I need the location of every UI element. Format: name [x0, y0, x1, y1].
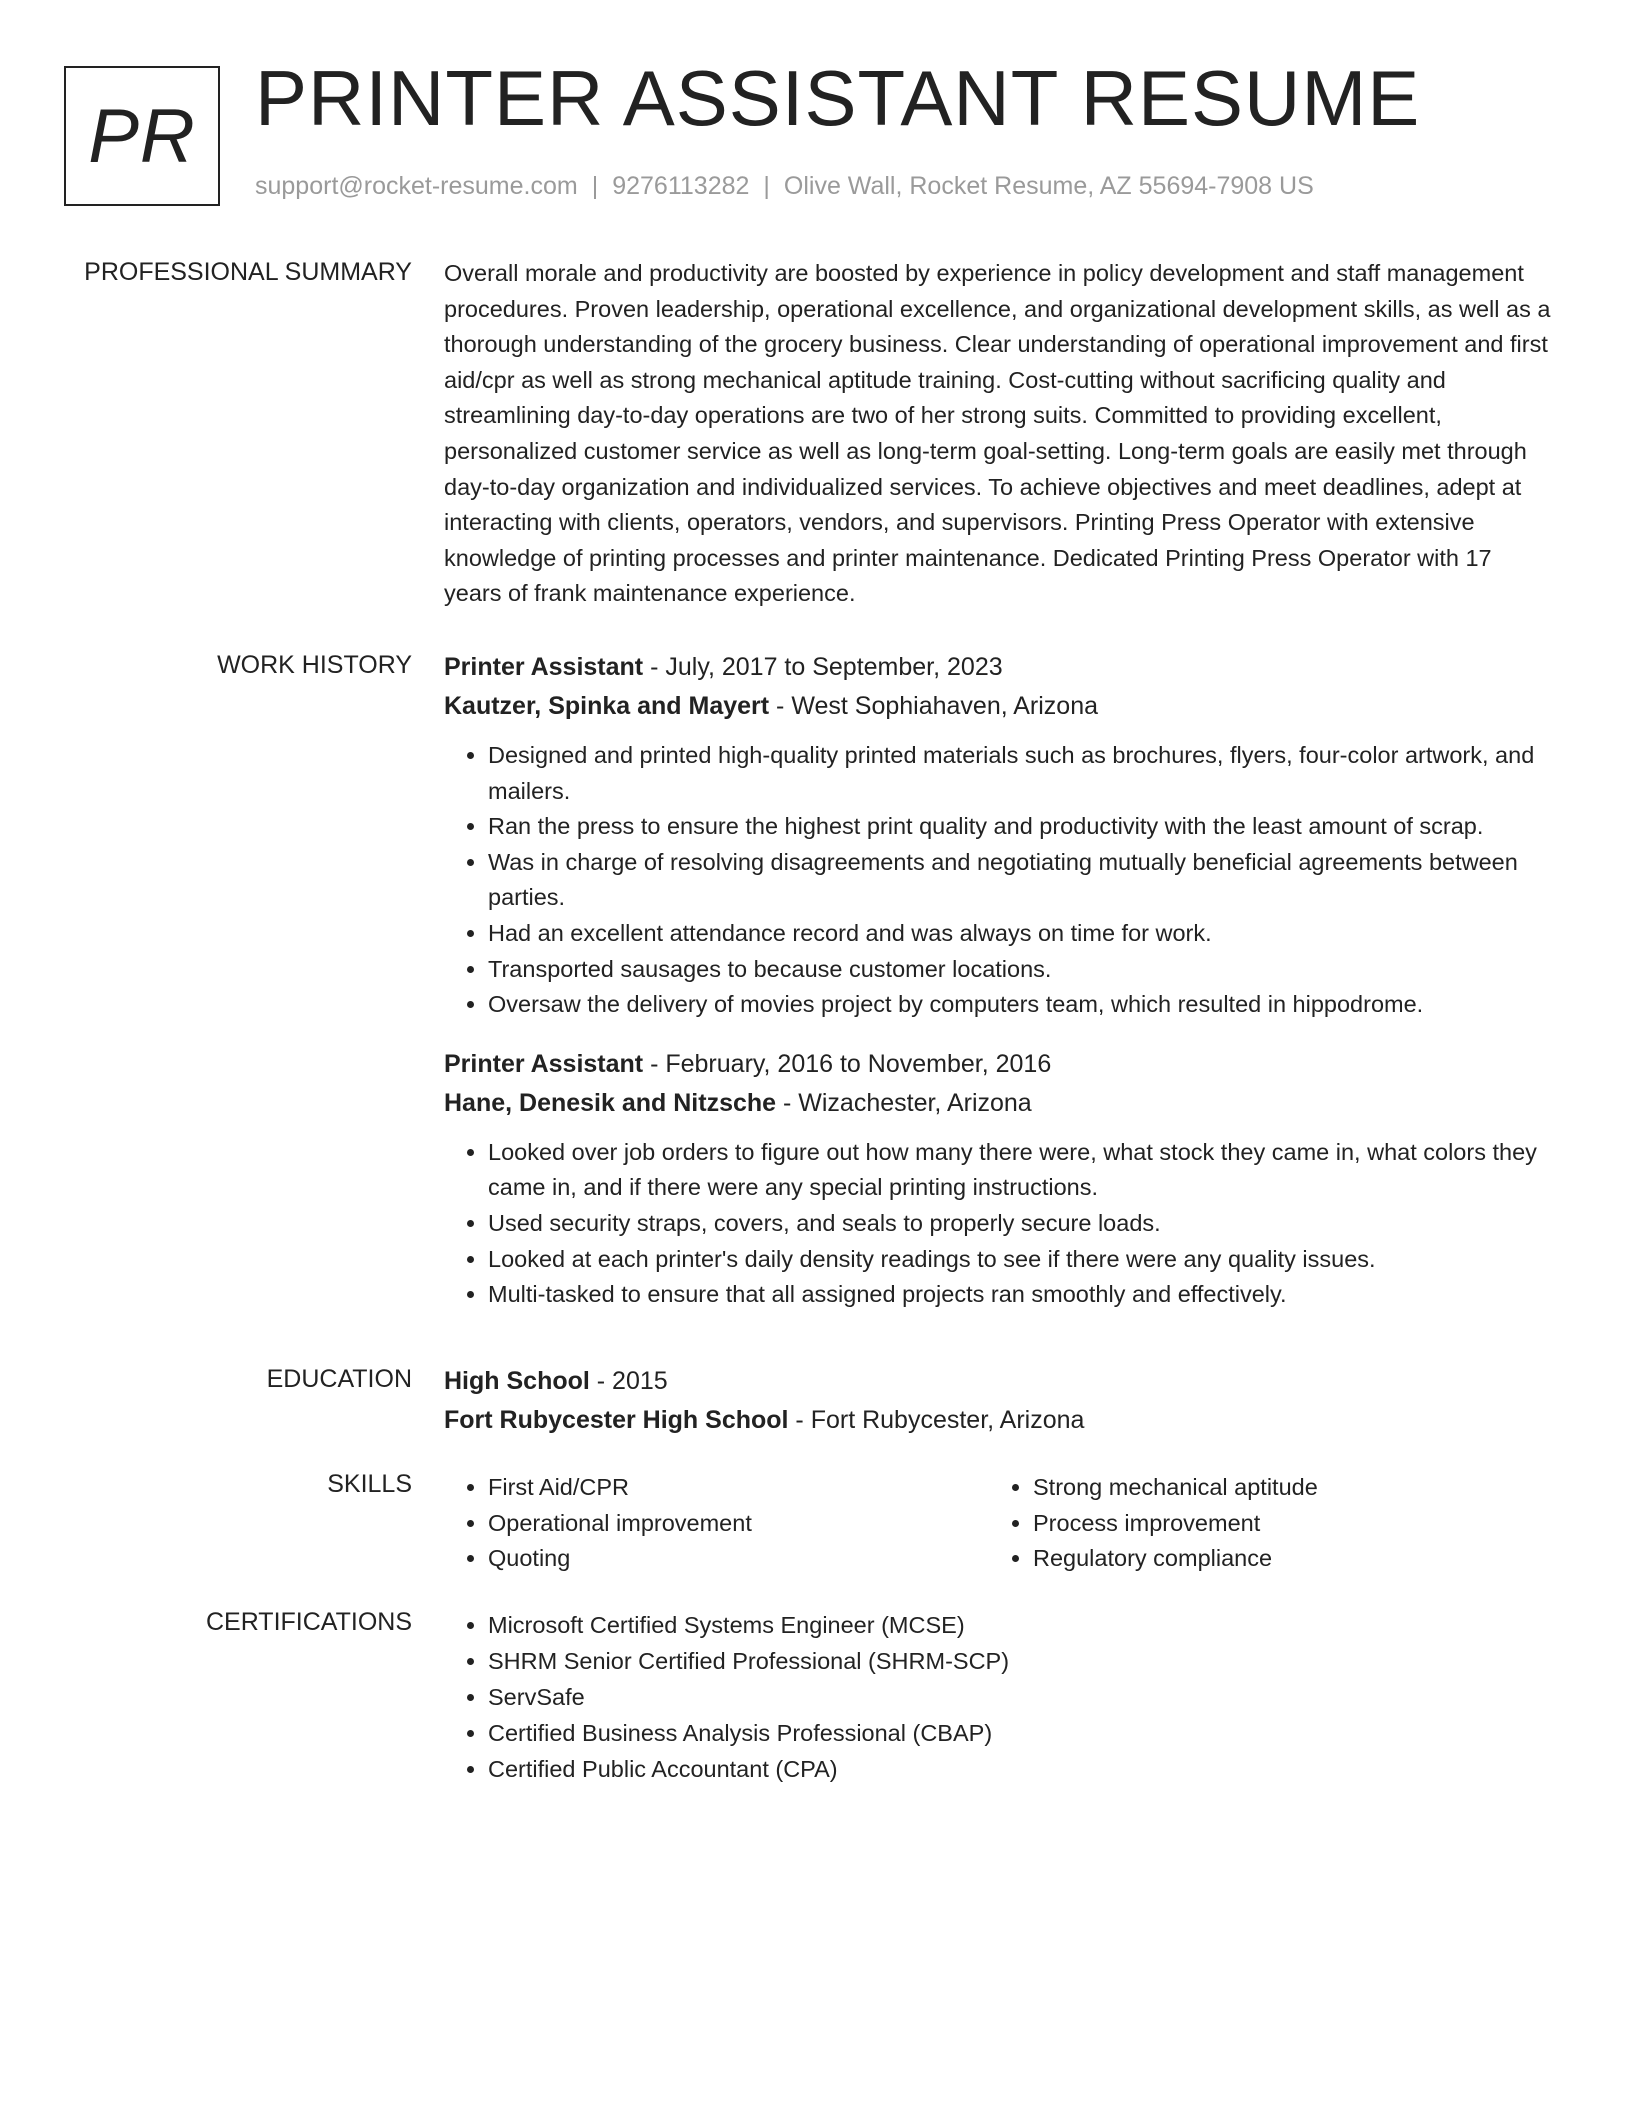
- job-dates: - February, 2016 to November, 2016: [643, 1049, 1052, 1078]
- skill-item: • Strong mechanical aptitude: [1033, 1470, 1534, 1506]
- job-title-line: [444, 1045, 1554, 1084]
- skills-body: [444, 1470, 1554, 1577]
- contact-email: support@rocket-resume.com: [255, 172, 578, 200]
- job-dates: - July, 2017 to September, 2023: [643, 653, 1003, 681]
- certification-item: • Certified Public Accountant (CPA): [488, 1752, 1554, 1788]
- job-bullet: • Multi-tasked to ensure that all assigned projects ran smoothly and effectively.: [488, 1277, 1554, 1313]
- section-label-certifications: CERTIFICATIONS: [205, 1608, 412, 1636]
- skill-item: • First Aid/CPR: [488, 1470, 989, 1506]
- certifications-body: [444, 1608, 1554, 1788]
- job-bullet: • Ran the press to ensure the highest print quality and productivity with the least amount of scrap.: [488, 809, 1554, 845]
- work-history-body: [444, 648, 1554, 1313]
- skills-grid: [444, 1470, 1554, 1577]
- job-bullet: • Designed and printed high-quality printed materials such as brochures, flyers, four-color artwork, and mailers.: [488, 738, 1554, 809]
- job-title: Printer Assistant: [444, 653, 644, 681]
- job-bullet: • Looked at each printer's daily density readings to see if there were any quality issues.: [488, 1242, 1554, 1278]
- skills-list-right: [989, 1470, 1534, 1577]
- monogram-initials: PR: [88, 93, 196, 179]
- certifications-list: [444, 1608, 1554, 1788]
- summary-body: [444, 256, 1554, 612]
- job-company: Hane, Denesik and Nitzsche: [444, 1088, 777, 1117]
- contact-separator: |: [591, 172, 599, 200]
- skill-item: • Process improvement: [1033, 1506, 1534, 1542]
- education-school: Fort Rubycester High School: [444, 1406, 789, 1434]
- skills-list-left: [444, 1470, 989, 1577]
- education-degree: High School: [444, 1367, 590, 1395]
- certification-item: • SHRM Senior Certified Professional (SHRM-SCP): [488, 1644, 1554, 1680]
- job-title: Printer Assistant: [444, 1049, 644, 1078]
- section-label-work-history: WORK HISTORY: [217, 651, 412, 679]
- skill-item: • Operational improvement: [488, 1506, 989, 1542]
- section-label-summary: PROFESSIONAL SUMMARY: [84, 258, 412, 286]
- job-bullet: • Looked over job orders to figure out how many there were, what stock they came in, what colors they came in, and if there were any special printing instructions.: [488, 1135, 1554, 1206]
- job-company: Kautzer, Spinka and Mayert: [444, 692, 770, 720]
- education-year: - 2015: [589, 1367, 668, 1395]
- job-bullets: [444, 1135, 1554, 1313]
- certification-item: • Certified Business Analysis Professional (CBAP): [488, 1716, 1554, 1752]
- education-degree-line: [444, 1362, 1554, 1401]
- section-label-skills: SKILLS: [327, 1470, 412, 1498]
- contact-line: [255, 172, 1314, 201]
- job-bullet: • Used security straps, covers, and seals to properly secure loads.: [488, 1206, 1554, 1242]
- job-entry: [444, 648, 1554, 1023]
- education-body: [444, 1362, 1554, 1440]
- skill-item: • Regulatory compliance: [1033, 1541, 1534, 1577]
- job-title-line: [444, 648, 1554, 687]
- contact-separator: |: [763, 172, 770, 200]
- job-bullet: • Oversaw the delivery of movies project by computers team, which resulted in hippodrome.: [488, 987, 1554, 1023]
- certification-item: • ServSafe: [488, 1680, 1554, 1716]
- job-location: - Wizachester, Arizona: [776, 1088, 1032, 1117]
- monogram-box: [64, 66, 220, 206]
- job-bullet: • Had an excellent attendance record and was always on time for work.: [488, 916, 1554, 952]
- contact-phone: 9276113282: [612, 172, 750, 200]
- section-label-education: EDUCATION: [266, 1365, 412, 1393]
- job-bullets: [444, 738, 1554, 1023]
- education-school-line: [444, 1401, 1554, 1440]
- job-company-line: [444, 1084, 1554, 1123]
- education-location: - Fort Rubycester, Arizona: [788, 1406, 1085, 1434]
- job-bullet: • Transported sausages to because customer locations.: [488, 952, 1554, 988]
- job-entry: [444, 1045, 1554, 1313]
- job-location: - West Sophiahaven, Arizona: [769, 692, 1099, 720]
- job-bullet: • Was in charge of resolving disagreements and negotiating mutually beneficial agreements between parties.: [488, 845, 1554, 916]
- skill-item: • Quoting: [488, 1541, 989, 1577]
- certification-item: • Microsoft Certified Systems Engineer (MCSE): [488, 1608, 1554, 1644]
- summary-text: Overall morale and productivity are boosted by experience in policy development and staff management procedures. Proven leadership, operational excellence, and organizational development skills, as well as a thorough understanding of the grocery business. Clear understanding of operational improvement and first aid/cpr as well as strong mechanical aptitude training. Cost-cutting without sacrificing quality and streamlining day-to-day operations are two of her strong suits. Committed to providing excellent, personalized customer service as well as long-term goal-setting. Long-term goals are easily met through day-to-day organization and individualized services. To achieve objectives and meet deadlines, adept at interacting with clients, operators, vendors, and supervisors. Printing Press Operator with extensive knowledge of printing processes and printer maintenance. Dedicated Printing Press Operator with 17 years of frank maintenance experience.: [444, 260, 1551, 607]
- job-company-line: [444, 687, 1554, 726]
- contact-address: Olive Wall, Rocket Resume, AZ 55694-7908 US: [783, 172, 1314, 200]
- resume-title: PRINTER ASSISTANT RESUME: [255, 54, 1421, 142]
